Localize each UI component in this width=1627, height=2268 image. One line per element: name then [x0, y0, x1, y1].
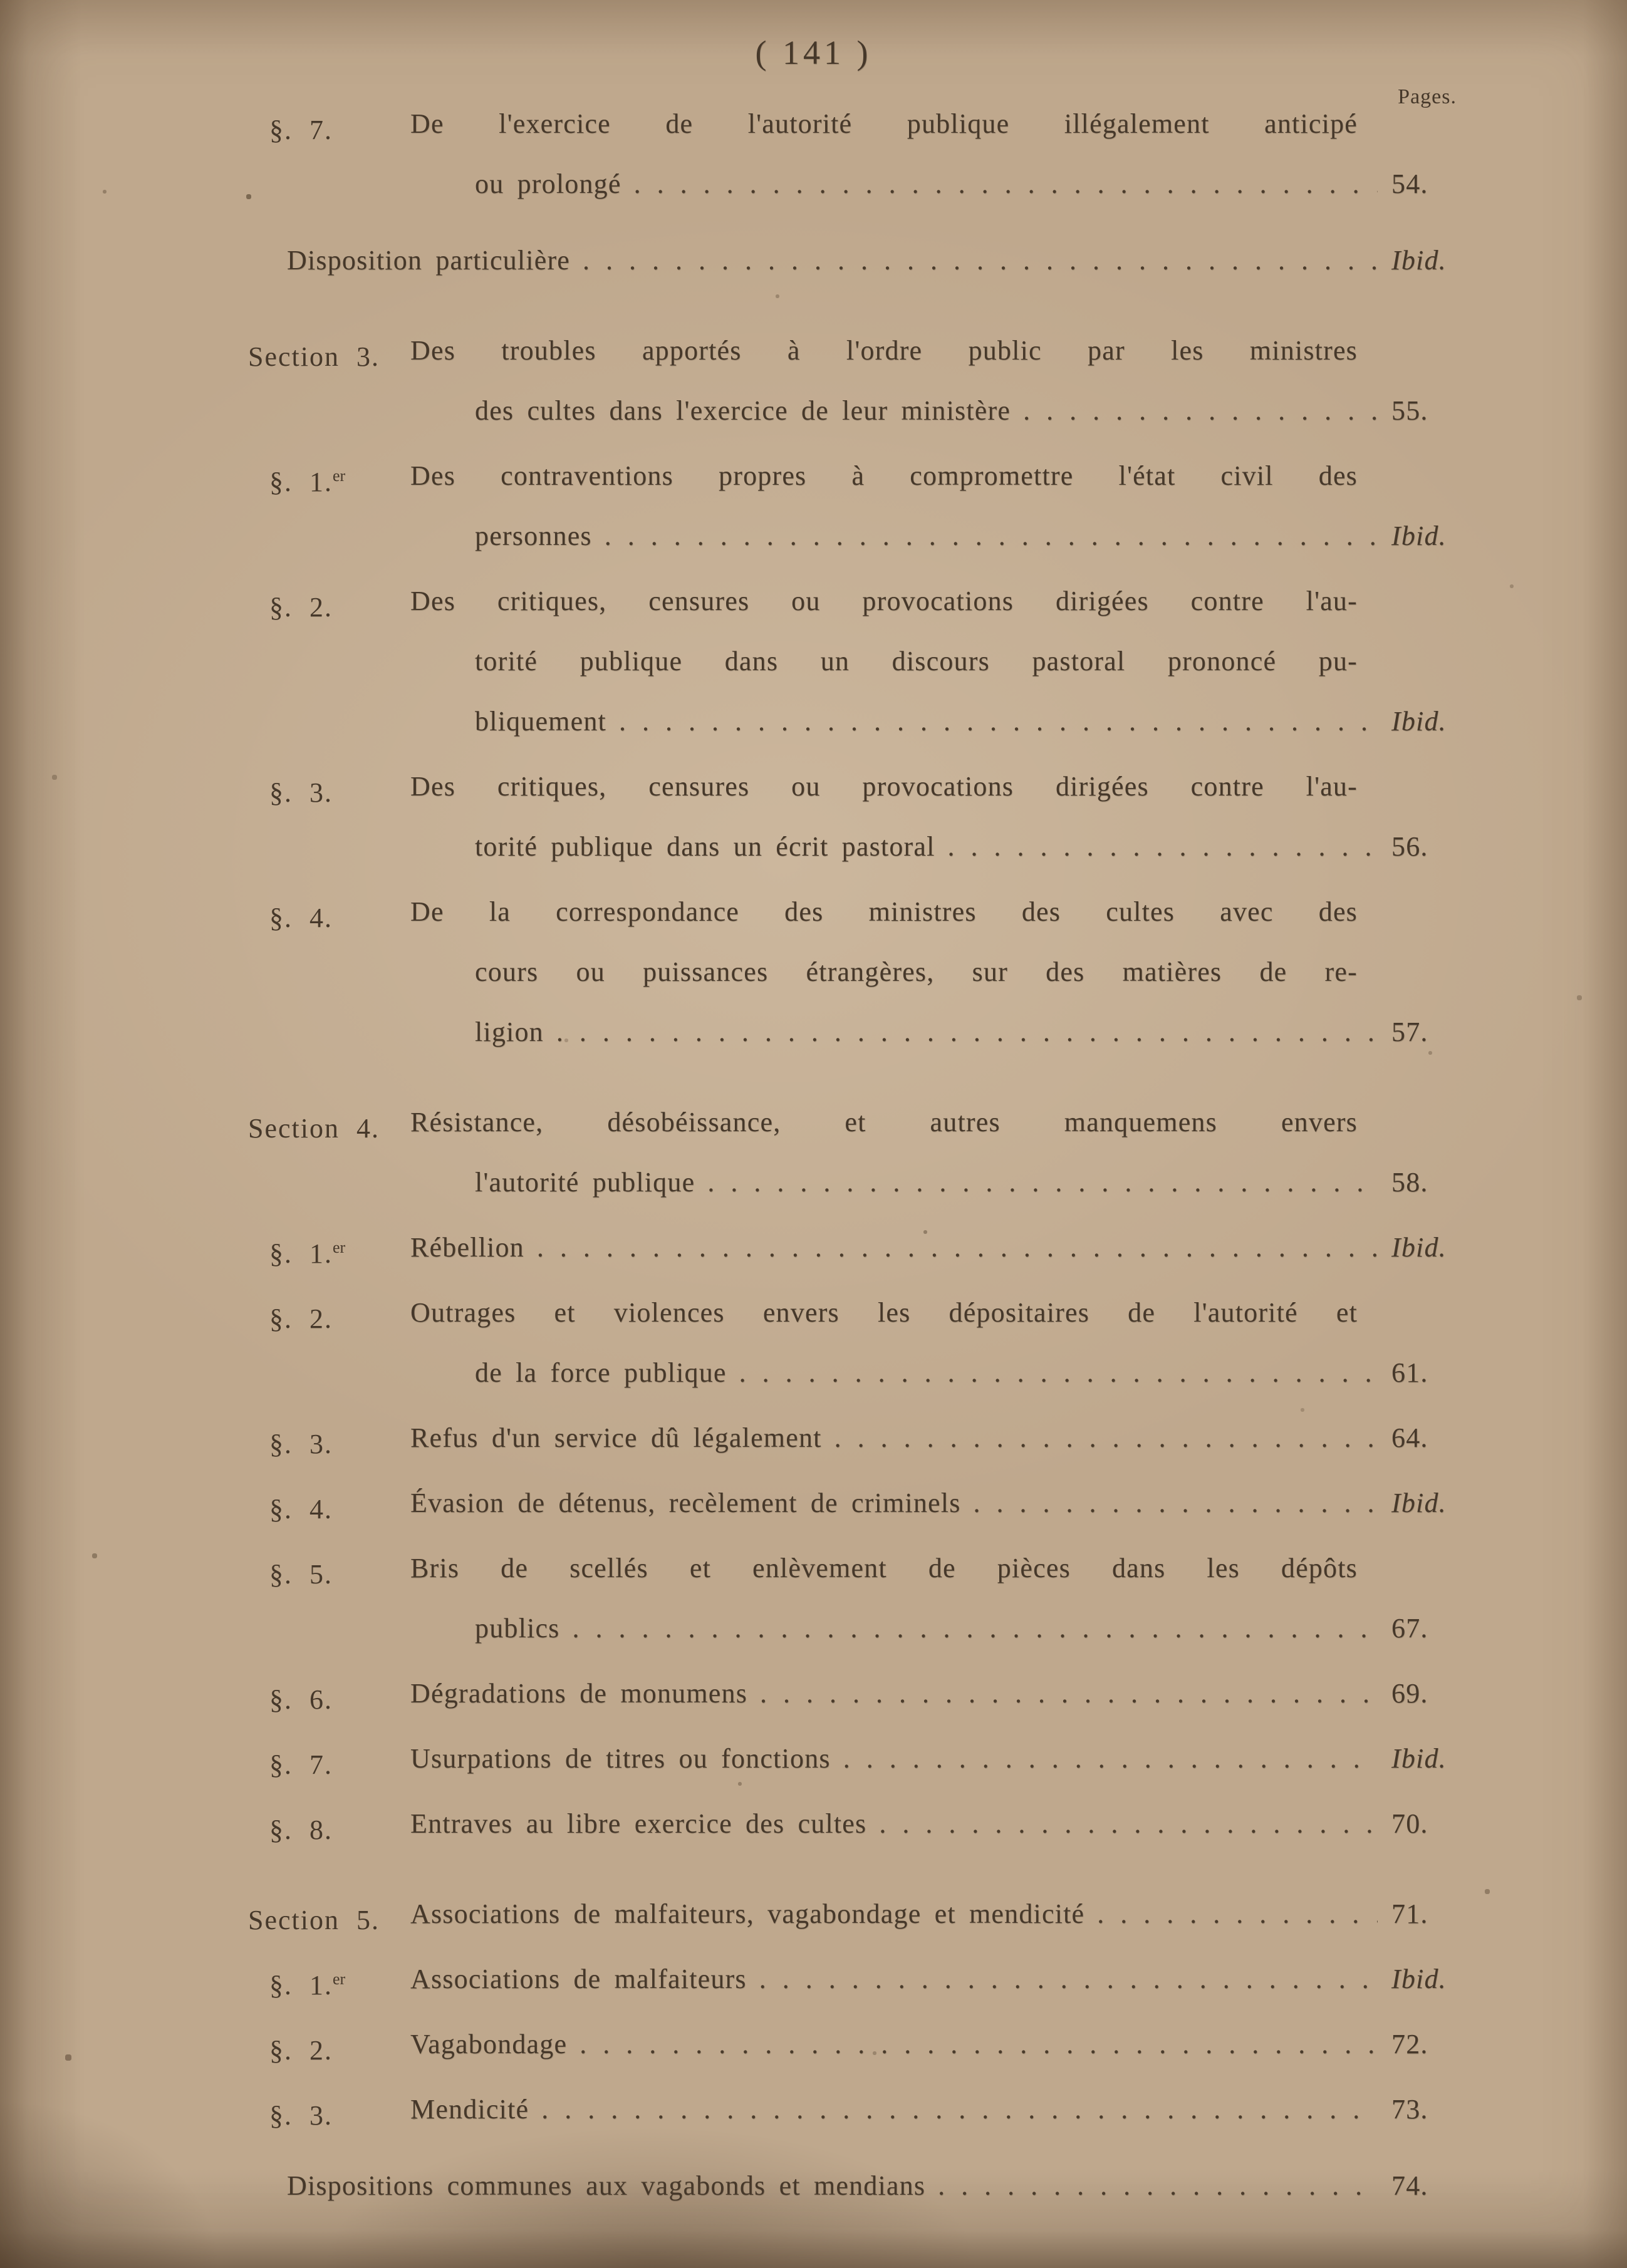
entry-page-ref: 54. [1391, 168, 1428, 199]
entry-label-superscript: er [333, 467, 346, 485]
entry-label [269, 1218, 345, 1284]
entry-label [269, 2079, 333, 2146]
pages-column-label: Pages. [1398, 85, 1457, 108]
entry-line-final [0, 2079, 1627, 2140]
entry-text: De la correspondance des ministres des cultes avec des [410, 896, 1358, 927]
entry-line [0, 1092, 1358, 1152]
entry-text: l'autorité publique [475, 1167, 695, 1198]
dot-leader [537, 1218, 1378, 1278]
entry-text: Bris de scellés et enlèvement de pièces dans les dépôts [410, 1553, 1358, 1583]
entry-label-text: §. 3. [269, 777, 333, 808]
entry-line-final [0, 2014, 1627, 2074]
entry-page-ref: Ibid. [1391, 1743, 1447, 1774]
dot-leader [1023, 381, 1378, 441]
entry-text: bliquement [475, 706, 606, 737]
entry-line [0, 1538, 1358, 1598]
entry-label [269, 1473, 333, 1540]
entry-label [269, 1408, 333, 1474]
entry-label-superscript: er [333, 1238, 346, 1256]
entry-text: Disposition particulière [287, 245, 571, 276]
toc-entry [0, 230, 1627, 291]
toc-entries [0, 94, 1627, 2216]
entry-text: Rébellion [410, 1232, 524, 1263]
entry-text: Des contraventions propres à compromettre l'état civil des [410, 460, 1358, 491]
entry-line-final [0, 1218, 1627, 1278]
dot-leader [634, 154, 1378, 214]
entry-text: Refus d'un service dû légalement [410, 1422, 822, 1453]
entry-text: ou prolongé [475, 168, 621, 199]
entry-line-final [0, 506, 1627, 566]
entry-label-text: §. 4. [269, 903, 333, 933]
entry-label-text: Section 3. [248, 341, 380, 372]
entry-label [248, 1884, 380, 1950]
dot-leader [707, 1152, 1378, 1213]
entry-label [269, 2014, 333, 2081]
entry-line-final [0, 1794, 1627, 1854]
entry-page-ref: Ibid. [1391, 1964, 1447, 1994]
entry-page-ref: 74. [1391, 2170, 1428, 2201]
entry-line-final [0, 381, 1627, 441]
toc-entry [0, 571, 1627, 752]
toc-entry [0, 1092, 1627, 1213]
toc-entry [0, 1218, 1627, 1278]
toc-entry [0, 2014, 1627, 2074]
entry-page-ref: Ibid. [1391, 1488, 1447, 1518]
entry-label-text: Section 5. [248, 1905, 380, 1935]
entry-page-ref: 73. [1391, 2094, 1428, 2125]
dot-leader [843, 1729, 1378, 1789]
toc-entry [0, 1884, 1627, 1944]
dot-leader [760, 1664, 1378, 1724]
entry-text: Résistance, désobéissance, et autres manquemens envers [410, 1107, 1358, 1137]
entry-text: de la force publique [475, 1357, 727, 1388]
toc-entry [0, 2156, 1627, 2216]
entry-label-text: §. 3. [269, 1429, 333, 1459]
paper-specks [0, 0, 1, 1]
entry-page-ref: 70. [1391, 1808, 1428, 1839]
entry-text: Mendicité [410, 2094, 529, 2125]
entry-line [0, 446, 1358, 506]
entry-line-final [0, 1408, 1627, 1468]
entry-text: De l'exercice de l'autorité publique illégalement anticipé [410, 108, 1358, 139]
toc-entry [0, 1283, 1627, 1403]
entry-page-ref: Ibid. [1391, 706, 1447, 737]
entry-text: Outrages et violences envers les dépositaires de l'autorité et [410, 1297, 1358, 1328]
entry-label [269, 1664, 333, 1730]
entry-label-text: §. 2. [269, 2035, 333, 2066]
entry-text: publics [475, 1613, 560, 1644]
entry-line-final [0, 154, 1627, 214]
entry-line-final [0, 1664, 1627, 1724]
entry-line [0, 757, 1358, 817]
toc-entry [0, 1949, 1627, 2009]
toc-entry [0, 1664, 1627, 1724]
entry-label [248, 1092, 380, 1159]
entry-text: torité publique dans un écrit pastoral [475, 831, 935, 862]
entry-line-final [0, 1729, 1627, 1789]
entry-text: Associations de malfaiteurs [410, 1964, 747, 1994]
entry-label-text: §. 6. [269, 1684, 333, 1715]
entry-page-ref: 72. [1391, 2029, 1428, 2059]
entry-text: Associations de malfaiteurs, vagabondage et mendicité [410, 1898, 1085, 1929]
entry-text: personnes [475, 520, 592, 551]
toc-entry [0, 446, 1627, 566]
entry-label-text: §. 1. [269, 467, 333, 497]
entry-line [0, 321, 1358, 381]
entry-line [0, 1283, 1358, 1343]
entry-label [269, 882, 333, 948]
entry-text: Des troubles apportés à l'ordre public par les ministres [410, 335, 1358, 366]
entry-label-text: Section 4. [248, 1113, 380, 1144]
entry-line [0, 631, 1358, 691]
entry-page-ref: 71. [1391, 1898, 1428, 1929]
entry-label-text: §. 7. [269, 115, 333, 145]
entry-text: Des critiques, censures ou provocations dirigées contre l'au- [410, 771, 1358, 802]
entry-page-ref: 67. [1391, 1613, 1428, 1644]
entry-label-text: §. 2. [269, 592, 333, 623]
entry-label [269, 94, 333, 160]
entry-label-text: §. 1. [269, 1238, 333, 1269]
entry-page-ref: Ibid. [1391, 245, 1447, 276]
dot-leader [580, 2014, 1378, 2074]
toc-entry [0, 757, 1627, 877]
entry-page-ref: Ibid. [1391, 520, 1447, 551]
entry-page-ref: 56. [1391, 831, 1428, 862]
dot-leader [605, 506, 1378, 566]
toc-entry [0, 94, 1627, 214]
entry-line-final [0, 1949, 1627, 2009]
entry-label-text: §. 2. [269, 1303, 333, 1334]
dot-leader [583, 230, 1378, 291]
page-number-header: ( 141 ) [755, 34, 872, 71]
entry-text: Des critiques, censures ou provocations dirigées contre l'au- [410, 586, 1358, 616]
entry-text: des cultes dans l'exercice de leur ministère [475, 395, 1011, 426]
toc-entry [0, 321, 1627, 441]
toc-entry [0, 1538, 1627, 1659]
entry-line-final [0, 2156, 1627, 2216]
entry-page-ref: 69. [1391, 1678, 1428, 1709]
dot-leader [739, 1343, 1378, 1403]
entry-line-final [0, 691, 1627, 752]
entry-text: Évasion de détenus, recèlement de criminels [410, 1488, 961, 1518]
entry-page-ref: 61. [1391, 1357, 1428, 1388]
entry-label-text: §. 3. [269, 2100, 333, 2131]
toc-entry [0, 1408, 1627, 1468]
toc-entry [0, 1729, 1627, 1789]
entry-line-final [0, 1343, 1627, 1403]
entry-label-text: §. 5. [269, 1559, 333, 1590]
dot-leader [541, 2079, 1378, 2140]
dot-leader [879, 1794, 1378, 1854]
dot-leader [948, 817, 1378, 877]
entry-label [269, 446, 345, 512]
entry-text: cours ou puissances étrangères, sur des matières de re- [475, 956, 1358, 987]
entry-line [0, 94, 1358, 154]
entry-line-final [0, 1884, 1627, 1944]
dot-leader [834, 1408, 1378, 1468]
entry-line [0, 571, 1358, 631]
entry-label-superscript: er [333, 1970, 346, 1988]
entry-label [269, 1794, 333, 1860]
toc-entry [0, 882, 1627, 1062]
dot-leader [1097, 1884, 1378, 1944]
entry-line-final [0, 1002, 1627, 1062]
dot-leader [974, 1473, 1378, 1533]
entry-text: ligion [475, 1017, 544, 1047]
entry-line [0, 882, 1358, 942]
dot-leader [573, 1598, 1378, 1659]
entry-line-final [0, 1473, 1627, 1533]
entry-line-final [0, 817, 1627, 877]
entry-line-final [0, 230, 1627, 291]
entry-text: Dispositions communes aux vagabonds et mendians [287, 2170, 926, 2201]
entry-text: Usurpations de titres ou fonctions [410, 1743, 831, 1774]
entry-label [269, 757, 333, 823]
entry-page-ref: 57. [1391, 1017, 1428, 1047]
entry-label [269, 1538, 333, 1605]
entry-page-ref: 64. [1391, 1422, 1428, 1453]
entry-label [269, 1949, 345, 2016]
entry-page-ref: 58. [1391, 1167, 1428, 1198]
entry-page-ref: 55. [1391, 395, 1428, 426]
entry-line-final [0, 1598, 1627, 1659]
dot-leader [759, 1949, 1378, 2009]
entry-text: Vagabondage [410, 2029, 568, 2059]
toc-entry [0, 1794, 1627, 1854]
entry-text: Dégradations de monumens [410, 1678, 748, 1709]
entry-label-text: §. 4. [269, 1494, 333, 1525]
toc-entry [0, 2079, 1627, 2140]
dot-leader [938, 2156, 1378, 2216]
dot-leader [556, 1002, 1378, 1062]
entry-label-text: §. 8. [269, 1815, 333, 1845]
entry-label-text: §. 1. [269, 1970, 333, 2001]
entry-page-ref: Ibid. [1391, 1232, 1447, 1263]
entry-text: Entraves au libre exercice des cultes [410, 1808, 867, 1839]
entry-line-final [0, 1152, 1627, 1213]
entry-text: torité publique dans un discours pastoral prononcé pu- [475, 646, 1358, 676]
entry-label [248, 321, 380, 387]
toc-entry [0, 1473, 1627, 1533]
entry-label [269, 1283, 333, 1349]
entry-label [269, 1729, 333, 1795]
entry-line [0, 942, 1358, 1002]
entry-label [269, 571, 333, 638]
dot-leader [619, 691, 1378, 752]
entry-label-text: §. 7. [269, 1749, 333, 1780]
